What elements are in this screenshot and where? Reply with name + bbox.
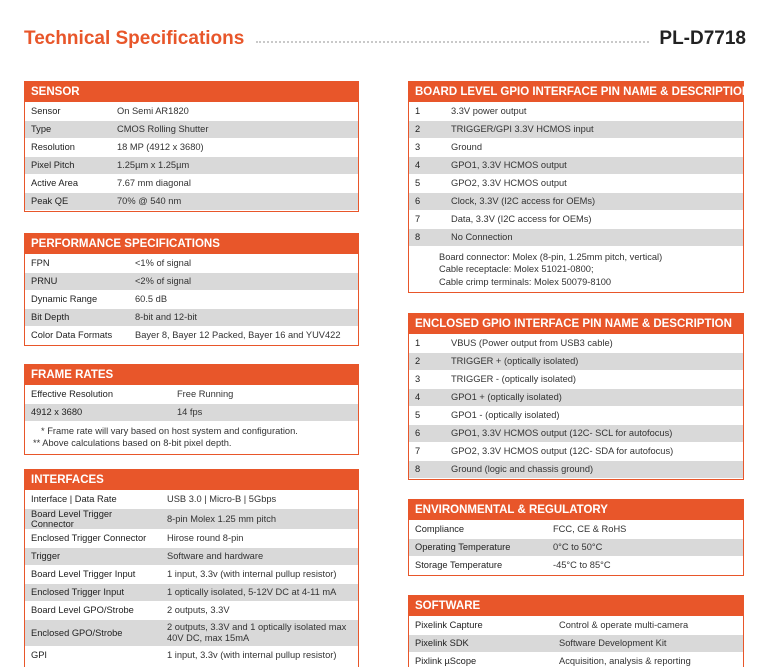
performance-row (25, 254, 358, 272)
board-gpio-pin-row-label: 2 (409, 120, 445, 138)
environmental-row-value: -45°C to 85°C (547, 556, 743, 574)
enclosed-gpio-pin-row-label: 4 (409, 388, 445, 406)
environmental-row (409, 520, 743, 538)
performance-row-value: 8-bit and 12-bit (129, 308, 358, 326)
frame-rate-row (25, 403, 358, 421)
board-gpio-pin-row-value: Clock, 3.3V (I2C access for OEMs) (445, 192, 743, 210)
performance-row (25, 290, 358, 308)
performance-row-label: Bit Depth (25, 308, 129, 326)
board-gpio-pin-row-value: Ground (445, 138, 743, 156)
sensor-row (25, 174, 358, 192)
enclosed-gpio-pin-row-value: GPO1 + (optically isolated) (445, 388, 743, 406)
board-gpio-pin-row (409, 120, 743, 138)
interface-row (25, 547, 358, 565)
board-gpio-pin-row-value: TRIGGER/GPI 3.3V HCMOS input (445, 120, 743, 138)
board-gpio-pin-row-label: 5 (409, 174, 445, 192)
frame-rate-footnote-2: ** Above calculations based on 8-bit pixel depth. (33, 438, 232, 448)
software-row (409, 634, 743, 652)
frame-rate-row-label: Effective Resolution (25, 385, 171, 403)
performance-row-value: Bayer 8, Bayer 12 Packed, Bayer 16 and YUV422 (129, 326, 358, 344)
interface-row-value: 8-pin Molex 1.25 mm pitch (161, 508, 358, 529)
software-row (409, 616, 743, 634)
frame-rates-table (25, 385, 358, 422)
interface-row-label: GPI (25, 646, 161, 664)
interfaces-table (25, 490, 358, 665)
enclosed-gpio-heading: ENCLOSED GPIO INTERFACE PIN NAME & DESCRIPTION (409, 314, 743, 334)
interface-row (25, 508, 358, 529)
environmental-row-value: FCC, CE & RoHS (547, 520, 743, 538)
frame-rate-row-label: 4912 x 3680 (25, 403, 171, 421)
board-gpio-pin-row (409, 228, 743, 246)
interface-row-value: Hirose round 8-pin (161, 529, 358, 547)
environmental-heading: ENVIRONMENTAL & REGULATORY (409, 500, 743, 520)
board-gpio-pin-row-label: 6 (409, 192, 445, 210)
performance-row-label: PRNU (25, 272, 129, 290)
board-gpio-table (409, 102, 743, 247)
environmental-row-label: Compliance (409, 520, 547, 538)
enclosed-gpio-pin-row (409, 460, 743, 478)
sensor-row-label: Type (25, 120, 111, 138)
performance-row (25, 272, 358, 290)
performance-row-value: 60.5 dB (129, 290, 358, 308)
environmental-row (409, 538, 743, 556)
interface-row-label: Enclosed Trigger Input (25, 583, 161, 601)
environmental-row-value: 0°C to 50°C (547, 538, 743, 556)
sensor-row-label: Active Area (25, 174, 111, 192)
model-number: PL-D7718 (659, 28, 746, 49)
enclosed-gpio-pin-row-label: 8 (409, 460, 445, 478)
enclosed-gpio-pin-row-value: VBUS (Power output from USB3 cable) (445, 334, 743, 352)
board-gpio-pin-row (409, 210, 743, 228)
board-gpio-heading: BOARD LEVEL GPIO INTERFACE PIN NAME & DESCRIPTION (409, 82, 743, 102)
interface-row (25, 646, 358, 664)
software-row-label: Pixlink µScope (409, 652, 553, 667)
environmental-row-label: Storage Temperature (409, 556, 547, 574)
sensor-row-value: 1.25µm x 1.25µm (111, 156, 358, 174)
sensor-row-label: Peak QE (25, 192, 111, 210)
interface-row-value: Software and hardware (161, 547, 358, 565)
sensor-row-value: 18 MP (4912 x 3680) (111, 138, 358, 156)
interface-row-label: Interface | Data Rate (25, 490, 161, 508)
sensor-table (25, 102, 358, 211)
software-row-value: Acquisition, analysis & reporting (553, 652, 743, 667)
performance-row-value: <1% of signal (129, 254, 358, 272)
interface-row-label: Board Level Trigger Connector (25, 508, 161, 529)
page-title: Technical Specifications (24, 28, 245, 49)
frame-rate-footnote-1: * Frame rate will vary based on host system and configuration. (41, 425, 298, 436)
title-dotted-leader (256, 41, 649, 43)
frame-rates-panel (24, 364, 359, 455)
interface-row (25, 490, 358, 508)
interface-row (25, 619, 358, 646)
board-gpio-pin-row-value: Data, 3.3V (I2C access for OEMs) (445, 210, 743, 228)
enclosed-gpio-pin-row (409, 424, 743, 442)
performance-table (25, 254, 358, 345)
board-gpio-pin-row-label: 8 (409, 228, 445, 246)
software-row-value: Control & operate multi-camera (553, 616, 743, 634)
board-gpio-pin-row-label: 1 (409, 102, 445, 120)
frame-rates-note (25, 422, 358, 454)
enclosed-gpio-pin-row (409, 388, 743, 406)
performance-row (25, 308, 358, 326)
sensor-row-value: 70% @ 540 nm (111, 192, 358, 210)
enclosed-gpio-pin-row-label: 5 (409, 406, 445, 424)
environmental-row-label: Operating Temperature (409, 538, 547, 556)
board-gpio-pin-row (409, 192, 743, 210)
sensor-row (25, 102, 358, 120)
enclosed-gpio-pin-row-value: GPO2, 3.3V HCMOS output (12C- SDA for autofocus) (445, 442, 743, 460)
performance-row-value: <2% of signal (129, 272, 358, 290)
enclosed-gpio-pin-row (409, 442, 743, 460)
software-row-value: Software Development Kit (553, 634, 743, 652)
board-gpio-pin-row (409, 138, 743, 156)
sensor-row-label: Pixel Pitch (25, 156, 111, 174)
board-gpio-pin-row-value: 3.3V power output (445, 102, 743, 120)
enclosed-gpio-pin-row (409, 370, 743, 388)
interface-row-value: 1 input, 3.3v (with internal pullup resistor) (161, 646, 358, 664)
enclosed-gpio-pin-row-value: TRIGGER - (optically isolated) (445, 370, 743, 388)
enclosed-gpio-pin-row-label: 1 (409, 334, 445, 352)
enclosed-gpio-pin-row-label: 3 (409, 370, 445, 388)
environmental-row (409, 556, 743, 574)
interface-row-value: 1 optically isolated, 5-12V DC at 4-11 mA (161, 583, 358, 601)
sensor-row-value: 7.67 mm diagonal (111, 174, 358, 192)
interface-row-label: Board Level Trigger Input (25, 565, 161, 583)
software-row-label: Pixelink Capture (409, 616, 553, 634)
sensor-row (25, 192, 358, 210)
enclosed-gpio-pin-row (409, 406, 743, 424)
frame-rates-heading: FRAME RATES (25, 365, 358, 385)
enclosed-gpio-pin-row-label: 6 (409, 424, 445, 442)
frame-rate-row-value: 14 fps (171, 403, 358, 421)
enclosed-gpio-pin-row-label: 2 (409, 352, 445, 370)
sensor-row-value: CMOS Rolling Shutter (111, 120, 358, 138)
title-row (24, 26, 746, 52)
board-gpio-pin-row-label: 3 (409, 138, 445, 156)
enclosed-gpio-pin-row-label: 7 (409, 442, 445, 460)
performance-heading: PERFORMANCE SPECIFICATIONS (25, 234, 358, 254)
interface-row (25, 565, 358, 583)
performance-row-label: FPN (25, 254, 129, 272)
enclosed-gpio-pin-row-value: GPO1 - (optically isolated) (445, 406, 743, 424)
software-heading: SOFTWARE (409, 596, 743, 616)
interface-row-value: 2 outputs, 3.3V and 1 optically isolated max 40V DC, max 15mA (161, 619, 358, 646)
software-row (409, 652, 743, 667)
interface-row-label: Enclosed Trigger Connector (25, 529, 161, 547)
cable-receptacle-text: Cable receptacle: Molex 51021-0800; (439, 264, 594, 274)
enclosed-gpio-pin-row-value: TRIGGER + (optically isolated) (445, 352, 743, 370)
performance-row (25, 326, 358, 344)
board-gpio-pin-row (409, 156, 743, 174)
performance-panel (24, 233, 359, 346)
enclosed-gpio-panel (408, 313, 744, 480)
board-gpio-pin-row-label: 4 (409, 156, 445, 174)
enclosed-gpio-pin-row-value: Ground (logic and chassis ground) (445, 460, 743, 478)
sensor-panel (24, 81, 359, 212)
environmental-table (409, 520, 743, 575)
interface-row-value: 1 input, 3.3v (with internal pullup resistor) (161, 565, 358, 583)
interface-row-value: USB 3.0 | Micro-B | 5Gbps (161, 490, 358, 508)
board-gpio-pin-row-value: GPO2, 3.3V HCMOS output (445, 174, 743, 192)
board-gpio-pin-row-label: 7 (409, 210, 445, 228)
board-gpio-connector-note (409, 247, 743, 293)
software-row-label: Pixelink SDK (409, 634, 553, 652)
board-gpio-pin-row-value: No Connection (445, 228, 743, 246)
board-connector-text: Board connector: Molex (8-pin, 1.25mm pitch, vertical) (439, 251, 663, 262)
sensor-row-label: Resolution (25, 138, 111, 156)
interface-row-value: 2 outputs, 3.3V (161, 601, 358, 619)
software-panel (408, 595, 744, 667)
interface-row (25, 583, 358, 601)
board-gpio-pin-row (409, 174, 743, 192)
sensor-row (25, 156, 358, 174)
sensor-row-value: On Semi AR1820 (111, 102, 358, 120)
environmental-panel (408, 499, 744, 576)
performance-row-label: Color Data Formats (25, 326, 129, 344)
interface-row (25, 601, 358, 619)
sensor-row (25, 120, 358, 138)
software-table (409, 616, 743, 667)
board-gpio-panel (408, 81, 751, 293)
enclosed-gpio-table (409, 334, 743, 479)
sensor-row-label: Sensor (25, 102, 111, 120)
sensor-row (25, 138, 358, 156)
interface-row-label: Enclosed GPO/Strobe (25, 619, 161, 646)
enclosed-gpio-pin-row (409, 334, 743, 352)
interface-row-label: Board Level GPO/Strobe (25, 601, 161, 619)
sensor-heading: SENSOR (25, 82, 358, 102)
interfaces-panel (24, 469, 359, 667)
enclosed-gpio-pin-row (409, 352, 743, 370)
frame-rate-row (25, 385, 358, 403)
performance-row-label: Dynamic Range (25, 290, 129, 308)
board-gpio-pin-row (409, 102, 743, 120)
frame-rate-row-value: Free Running (171, 385, 358, 403)
interface-row-label: Trigger (25, 547, 161, 565)
interface-row (25, 529, 358, 547)
cable-crimp-text: Cable crimp terminals: Molex 50079-8100 (439, 276, 612, 287)
board-gpio-pin-row-value: GPO1, 3.3V HCMOS output (445, 156, 743, 174)
interfaces-heading: INTERFACES (25, 470, 358, 490)
enclosed-gpio-pin-row-value: GPO1, 3.3V HCMOS output (12C- SCL for autofocus) (445, 424, 743, 442)
